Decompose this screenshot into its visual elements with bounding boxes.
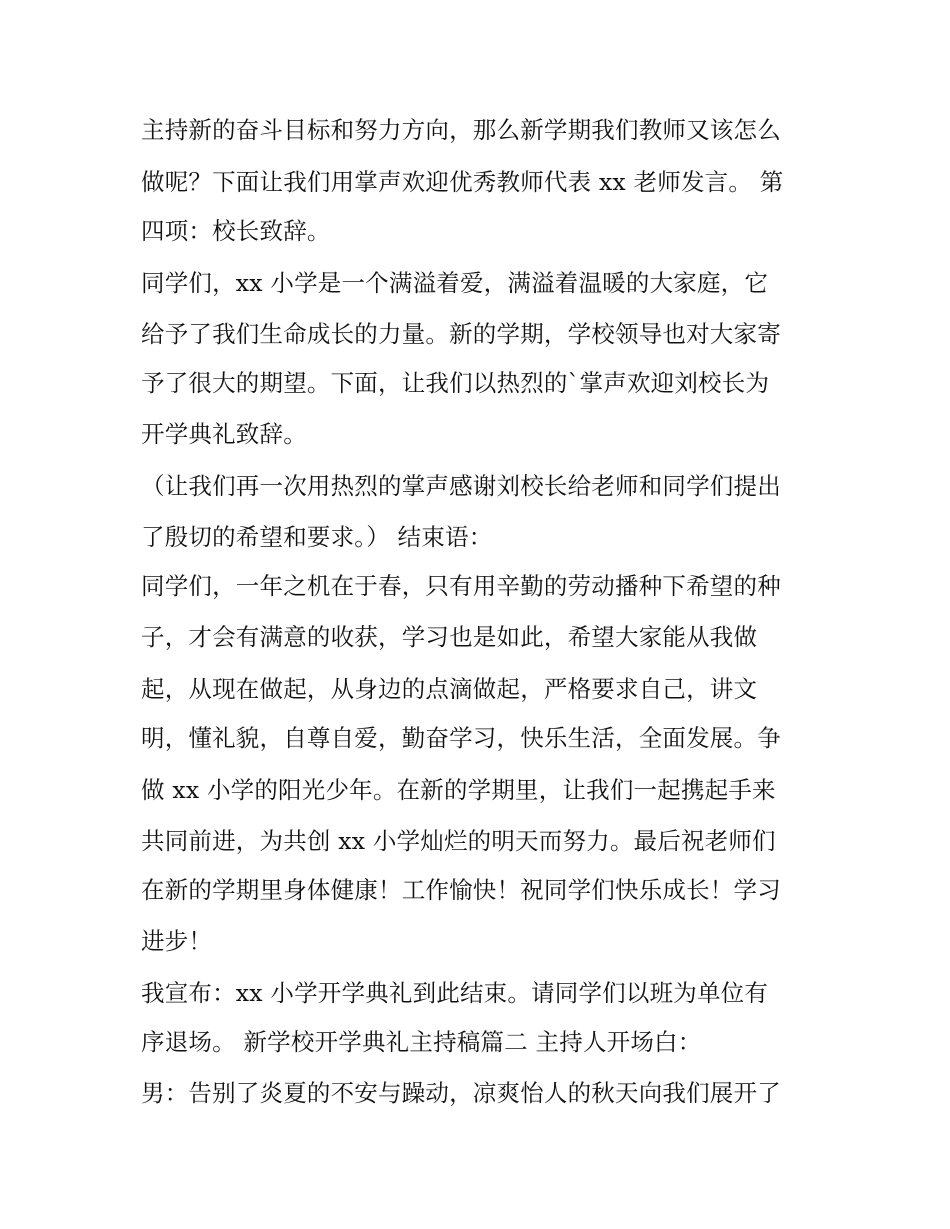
- text-line: 主持新的奋斗目标和努力方向，那么新学期我们教师又该怎么: [141, 116, 781, 144]
- text-line: 在新的学期里身体健康！工作愉快！祝同学们快乐成长！学习: [141, 876, 781, 904]
- text-line: 同学们，一年之机在于春，只有用辛勤的劳动播种下希望的种: [141, 572, 781, 600]
- text-line: 四项：校长致辞。: [141, 217, 331, 245]
- text-line: 起，从现在做起，从身边的点滴做起，严格要求自己，讲文: [141, 675, 758, 703]
- text-line: 明，懂礼貌，自尊自爱，勤奋学习，快乐生活，全面发展。争: [141, 724, 781, 752]
- text-line: （让我们再一次用热烈的掌声感谢刘校长给老师和同学们提出: [141, 472, 781, 500]
- text-line: 做呢？下面让我们用掌声欢迎优秀教师代表 xx 老师发言。 第: [141, 168, 784, 196]
- text-line: 予了很大的期望。下面，让我们以热烈的`掌声欢迎刘校长为: [141, 369, 770, 397]
- text-line: 同学们，xx 小学是一个满溢着爱，满溢着温暖的大家庭，它: [141, 269, 769, 297]
- text-line: 共同前进，为共创 xx 小学灿烂的明天而努力。最后祝老师们: [141, 827, 776, 855]
- text-line: 我宣布：xx 小学开学典礼到此结束。请同学们以班为单位有: [141, 979, 769, 1007]
- text-line: 男：告别了炎夏的不安与躁动，凉爽怡人的秋天向我们展开了: [141, 1079, 781, 1107]
- text-line: 进步！: [141, 927, 213, 955]
- text-line: 子，才会有满意的收获，学习也是如此，希望大家能从我做: [141, 623, 758, 651]
- text-line: 开学典礼致辞。: [141, 420, 307, 448]
- text-line: 序退场。 新学校开学典礼主持稿篇二 主持人开场白：: [141, 1028, 702, 1056]
- text-line: 了殷切的希望和要求。） 结束语：: [141, 523, 493, 551]
- text-line: 做 xx 小学的阳光少年。在新的学期里，让我们一起携起手来: [141, 776, 776, 804]
- text-line: 给予了我们生命成长的力量。新的学期，学校领导也对大家寄: [141, 320, 781, 348]
